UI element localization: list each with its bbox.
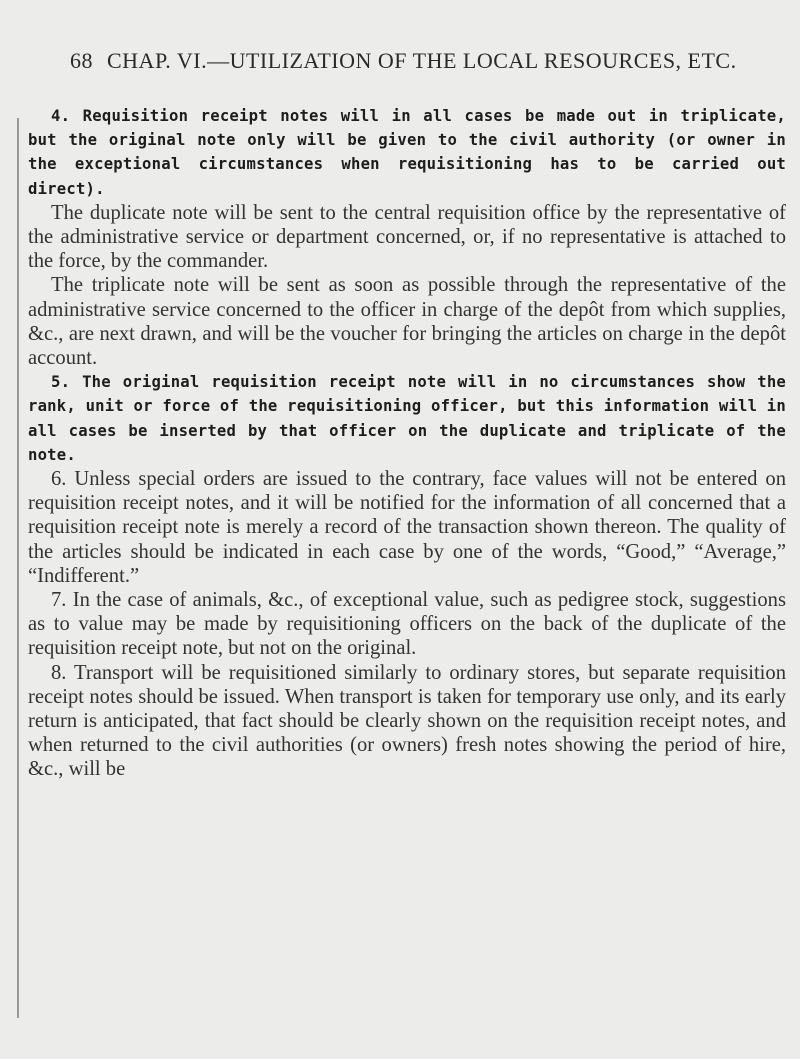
- running-title: CHAP. VI.—UTILIZATION OF THE LOCAL RESOURCES, ETC.: [107, 48, 737, 73]
- paragraph-5: 5. The original requisition receipt note will in no circumstances show the rank, unit or force of the requisitioning officer, but this information will in all cases be inserted by that officer on the duplicate and triplicate of the note.: [28, 373, 786, 464]
- paragraph-7: 7. In the case of animals, &c., of exceptional value, such as pedigree stock, suggestions as to value may be made by requisitioning officers on the back of the duplicate of the requisition receipt note, but not on the original.: [28, 589, 786, 660]
- paragraph-4: 4. Requisition receipt notes will in all cases be made out in triplicate, but the original note only will be given to the civil authority (or owner in the exceptional circumstances when requisitioning has to be carried out direct).: [28, 107, 786, 198]
- paragraph-triplicate-note: The triplicate note will be sent as soon as possible through the representative of the administrative service concerned to the officer in charge of the depôt from which supplies, &c., are next drawn, and will be the voucher for bringing the articles on charge in the depôt account.: [28, 274, 786, 370]
- text-body: [28, 104, 786, 782]
- running-header: [70, 48, 770, 74]
- paragraph-8: 8. Transport will be requisitioned similarly to ordinary stores, but separate requisition receipt notes should be issued. When transport is taken for temporary use only, and its early return is anticipated, that fact should be clearly shown on the requisition receipt notes, and when returned to the civil authorities (or owners) fresh notes showing the period of hire, &c., will be: [28, 661, 786, 781]
- paragraph-duplicate-note: The duplicate note will be sent to the central requisition office by the representative of the administrative service or department concerned, or, if no representative is attached to the force, by the commander.: [28, 201, 786, 273]
- page-number: 68: [70, 48, 93, 73]
- margin-rule: [17, 118, 19, 1018]
- paragraph-6: 6. Unless special orders are issued to the contrary, face values will not be entered on requisition receipt notes, and it will be notified for the information of all concerned that a requisition receipt note is merely a record of the transaction shown thereon. The quality of the articles should be indicated in each case by one of the words, “Good,” “Average,” “Indifferent.”: [28, 468, 786, 587]
